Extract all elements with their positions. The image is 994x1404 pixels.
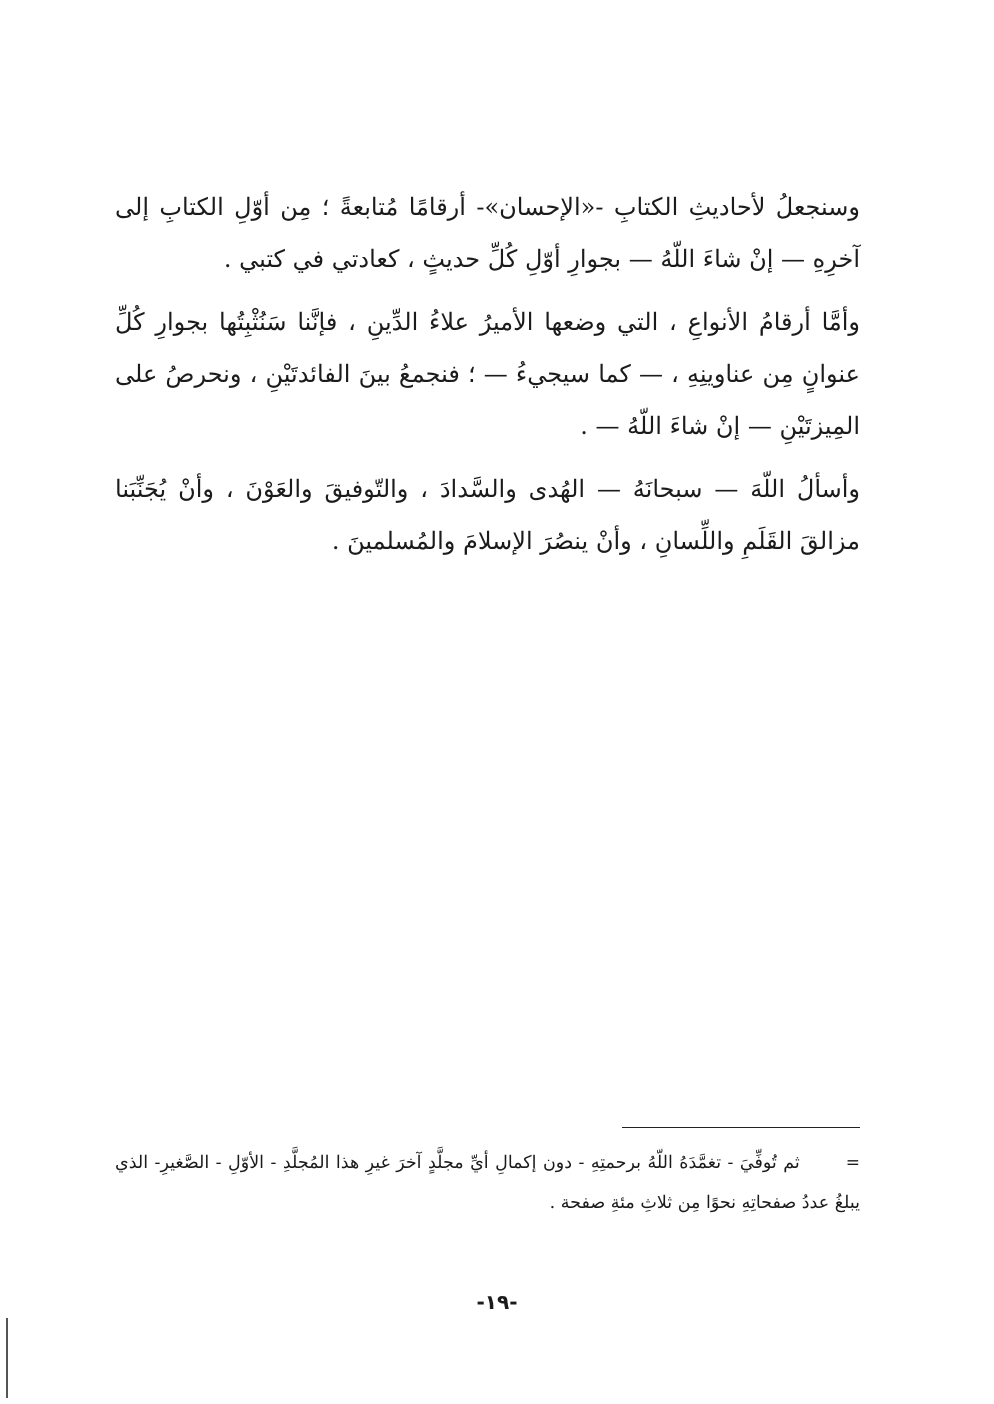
paragraph-numbering-hadiths: وسنجعلُ لأحاديثِ الكتابِ -«الإحسان»- أرقامًا مُتابعةً ؛ مِن أوّلِ الكتابِ إلى آخرِهِ — إنْ شاءَ اللّهُ — بجوارِ أوّلِ كُلِّ حديثٍ ، كعادتي في كتبي . [115,193,860,273]
footnote-separator [622,1127,860,1128]
page-number: -١٩- [476,1290,518,1314]
footnote [115,1143,860,1223]
paragraph-category-numbers: وأمَّا أرقامُ الأنواعِ ، التي وضعها الأميرُ علاءُ الدِّينِ ، فإنَّنا سَنُثْبِتُها بجوارِ كُلِّ عنوانٍ مِن عناوينِهِ ، — كما سيجيءُ — ؛ فنجمعُ بينَ الفائدتَيْنِ ، ونحرصُ على المِيزتَيْنِ — إنْ شاءَ اللّهُ — . [115,308,860,440]
paragraph-supplication: وأسألُ اللّهَ — سبحانَهُ — الهُدى والسَّدادَ ، والتّوفيقَ والعَوْنَ ، وأنْ يُجَنِّبَنا مزالقَ القَلَمِ واللِّسانِ ، وأنْ ينصُرَ الإسلامَ والمُسلمينَ . [115,475,860,555]
footnote-continuation-mark: = [845,1153,860,1173]
footnote-text: ثم تُوفِّيَ - تغمَّدَهُ اللّهُ برحمتِهِ - دون إكمالِ أيِّ مجلَّدٍ آخرَ غيرِ هذا المُجلَّدِ - الأوّلِ - الصَّغيرِ- الذي يبلغُ عددُ صفحاتِهِ نحوًا مِن ثلاثِ مئةِ صفحة . [115,1153,860,1213]
scan-edge-mark [6,1318,8,1398]
